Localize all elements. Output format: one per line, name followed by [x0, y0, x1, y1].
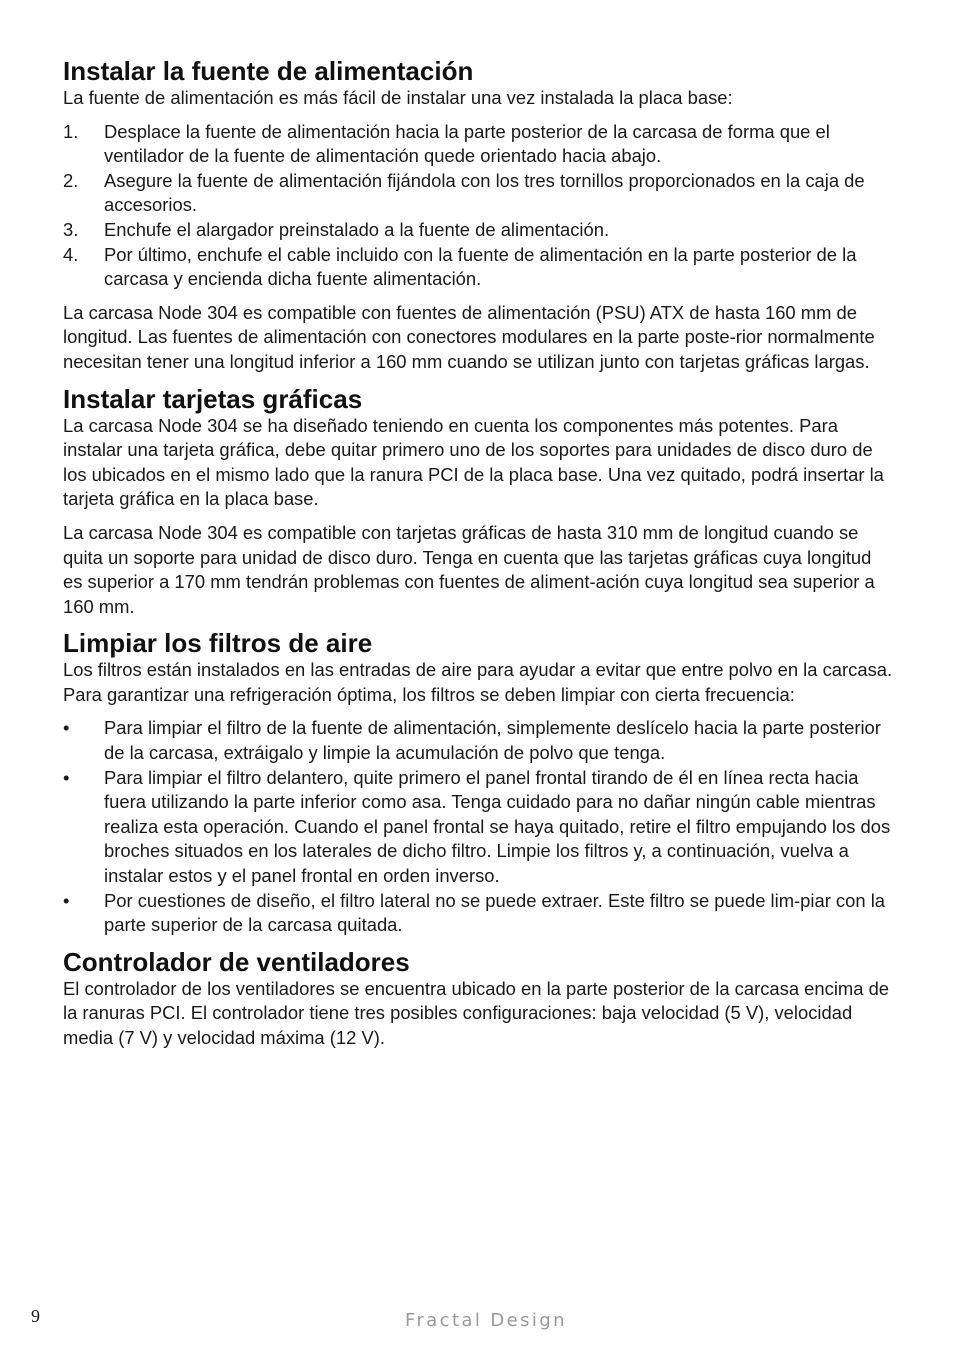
gpu-para-2: La carcasa Node 304 es compatible con tarjetas gráficas de hasta 310 mm de longitud cuando se quita un soporte para unidad de disco duro. Tenga en cuenta que las tarjetas gráficas cuya longitud es superior a 170 mm tendrán problemas con fuentes de aliment-ación cuya longitud sea superior a 160 mm.: [63, 521, 875, 617]
list-item: 4. Por último, enchufe el cable incluido con la fuente de alimentación en la parte posterior de la carcasa y encienda dicha fuente alimentación.: [63, 243, 857, 290]
psu-intro: La fuente de alimentación es más fácil de instalar una vez instalada la placa base:: [63, 87, 733, 108]
heading-psu: Instalar la fuente de alimentación: [63, 56, 474, 86]
heading-fan-controller: Controlador de ventiladores: [63, 946, 410, 977]
list-item: 2. Asegure la fuente de alimentación fijándola con los tres tornillos proporcionados en la caja de accesorios.: [63, 169, 865, 216]
list-item: • Por cuestiones de diseño, el filtro lateral no se puede extraer. Este filtro se puede lim-piar con la parte superior de la carcasa quitada.: [63, 889, 886, 936]
brand-footer: Fractal Design: [405, 1310, 567, 1331]
psu-compat: La carcasa Node 304 es compatible con fuentes de alimentación (PSU) ATX de hasta 160 mm de longitud. Las fuentes de alimentación con conectores modulares en la parte poste-rior normalmente necesitan tener una longitud inferior a 160 mm cuando se utilizan junto con tarjetas gráficas largas.: [63, 301, 875, 372]
filters-list: [63, 716, 895, 937]
list-item: 3. Enchufe el alargador preinstalado a la fuente de alimentación.: [63, 218, 610, 240]
page-number: 9: [31, 1306, 40, 1326]
page-content: [63, 56, 895, 1060]
psu-steps: [63, 120, 895, 292]
fan-controller-para: El controlador de los ventiladores se encuentra ubicado en la parte posterior de la carcasa encima de la ranuras PCI. El controlador tiene tres posibles configuraciones: baja velocidad (5 V), velocidad media (7 V) y velocidad máxima (12 V).: [63, 977, 890, 1048]
list-item: 1. Desplace la fuente de alimentación hacia la parte posterior de la carcasa de forma que el ventilador de la fuente de alimentación quede orientado hacia abajo.: [63, 120, 830, 167]
section-fan-controller: [63, 947, 895, 1051]
list-item: • Para limpiar el filtro de la fuente de alimentación, simplemente deslícelo hacia la parte posterior de la carcasa, extráigalo y limpie la acumulación de polvo que tenga.: [63, 717, 881, 764]
section-filters: [63, 628, 895, 938]
heading-gpu: Instalar tarjetas gráficas: [63, 383, 363, 414]
heading-filters: Limpiar los filtros de aire: [63, 628, 373, 659]
list-item: • Para limpiar el filtro delantero, quite primero el panel frontal tirando de él en línea recta hacia fuera utilizando la parte inferior como asa. Tenga cuidado para no dañar ningún cable mientras realiza esta operación. Cuando el panel frontal se haya quitado, retire el filtro empujando los dos broches situados en los laterales de dicho filtro. Limpie los filtros y, a continuación, vuelva a instalar estos y el panel frontal en orden inverso.: [63, 766, 891, 887]
section-gpu: [63, 384, 895, 620]
section-psu: [63, 56, 895, 375]
filters-intro: Los filtros están instalados en las entradas de aire para ayudar a evitar que entre polvo en la carcasa. Para garantizar una refrigeración óptima, los filtros se deben limpiar con cierta frecuencia:: [63, 659, 893, 705]
gpu-para-1: La carcasa Node 304 se ha diseñado teniendo en cuenta los componentes más potentes. Para instalar una tarjeta gráfica, debe quitar primero uno de los soportes para unidades de disco duro de los ubicados en el mismo lado que la ranura PCI de la placa base. Una vez quitado, podrá insertar la tarjeta gráfica en la placa base.: [63, 414, 884, 510]
